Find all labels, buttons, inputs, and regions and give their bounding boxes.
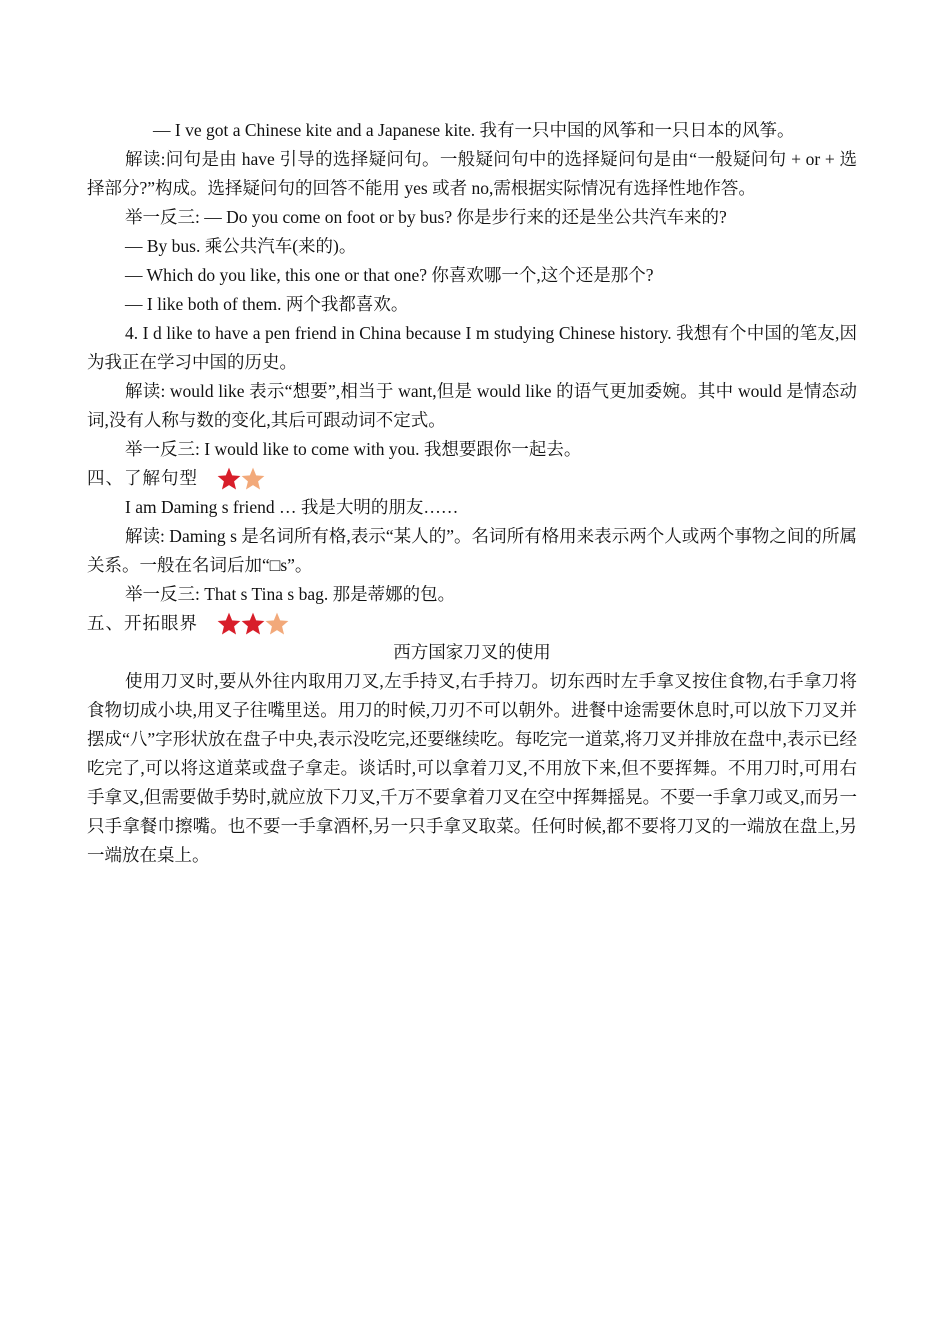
section-heading-5-label: 五、开拓眼界 <box>87 613 198 633</box>
section-heading-5 <box>87 609 857 638</box>
example-line-by-bus: — By bus. 乘公共汽车(来的)。 <box>125 236 357 256</box>
article-title: 西方国家刀叉的使用 <box>393 642 551 662</box>
example-line-both: — I like both of them. 两个我都喜欢。 <box>125 294 409 314</box>
document-content <box>87 116 857 870</box>
star-icon <box>216 466 242 492</box>
sentence-pen-friend: 4. I d like to have a pen friend in China because I m studying Chinese history. 我想有个中国的笔友,因为我正在学习中国的历史。 <box>87 323 857 372</box>
explanation-paragraph-possessive: 解读: Daming s 是名词所有格,表示“某人的”。名词所有格用来表示两个人或两个事物之间的所属关系。一般在名词后加“□s”。 <box>87 526 857 575</box>
section-heading-4-label: 四、了解句型 <box>87 468 198 488</box>
star-half-icon <box>240 466 266 492</box>
example-line-foot-or-bus: 举一反三: — Do you come on foot or by bus? 你是步行来的还是坐公共汽车来的? <box>125 207 727 227</box>
section-heading-4 <box>87 464 857 493</box>
explanation-paragraph-choice-question: 解读:问句是由 have 引导的选择疑问句。一般疑问句中的选择疑问句是由“一般疑问句 + or + 选择部分?”构成。选择疑问句的回答不能用 yes 或者 no,需根据实际情况有选择性地作答。 <box>87 149 857 198</box>
example-line-tina-bag: 举一反三: That s Tina s bag. 那是蒂娜的包。 <box>125 584 456 604</box>
star-half-icon <box>264 611 290 637</box>
article-body: 使用刀叉时,要从外往内取用刀叉,左手持叉,右手持刀。切东西时左手拿叉按住食物,右手拿刀将食物切成小块,用叉子往嘴里送。用刀的时候,刀刃不可以朝外。进餐中途需要休息时,可以放下刀叉并摆成“八”字形状放在盘子中央,表示没吃完,还要继续吃。每吃完一道菜,将刀叉并排放在盘中,表示已经吃完了,可以将这道菜或盘子拿走。谈话时,可以拿着刀叉,不用放下来,但不要挥舞。不用刀时,可用右手拿叉,但需要做手势时,就应放下刀叉,千万不要拿着刀叉在空中挥舞摇晃。不要一手拿刀或叉,而另一只手拿餐巾擦嘴。也不要一手拿酒杯,另一只手拿叉取菜。任何时候,都不要将刀叉的一端放在盘上,另一端放在桌上。 <box>87 671 857 865</box>
star-rating-section-5 <box>216 611 288 637</box>
sentence-daming-friend: I am Daming s friend … 我是大明的朋友…… <box>125 497 459 517</box>
star-icon <box>240 611 266 637</box>
example-line-come-with-you: 举一反三: I would like to come with you. 我想要跟你一起去。 <box>125 439 582 459</box>
star-rating-section-4 <box>216 466 264 492</box>
dialogue-line-kite: — I ve got a Chinese kite and a Japanese kite. 我有一只中国的风筝和一只日本的风筝。 <box>153 120 795 140</box>
example-line-which-one: — Which do you like, this one or that one? 你喜欢哪一个,这个还是那个? <box>125 265 654 285</box>
explanation-paragraph-would-like: 解读: would like 表示“想要”,相当于 want,但是 would like 的语气更加委婉。其中 would 是情态动词,没有人称与数的变化,其后可跟动词不定式。 <box>87 381 857 430</box>
star-icon <box>216 611 242 637</box>
